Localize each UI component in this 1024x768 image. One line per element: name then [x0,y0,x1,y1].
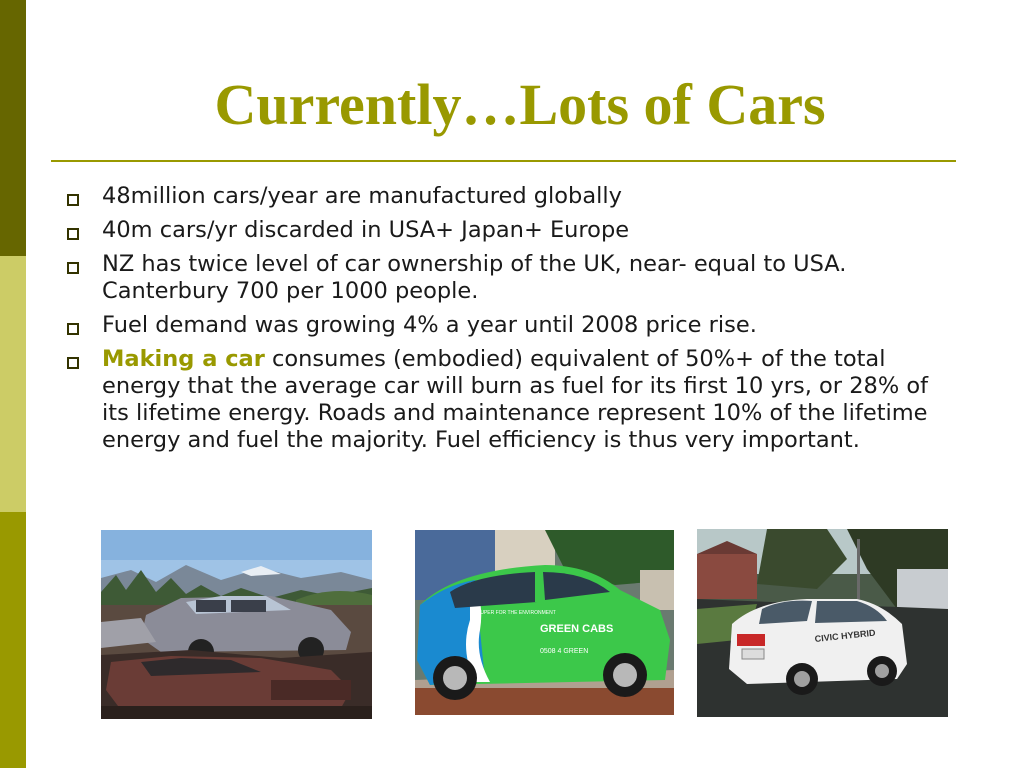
square-bullet-icon [67,262,79,274]
bullet-text: 48million cars/year are manufactured globally [102,183,622,209]
hybrid-badge-text: CIVIC HYBRID [814,627,876,644]
square-bullet-icon [67,194,79,206]
bullet-item [66,251,956,305]
square-bullet-icon [67,228,79,240]
bullet-emphasis: Making a car [102,346,265,372]
bullet-text: NZ has twice level of car ownership of the UK, near- equal to USA. Canterbury 700 per 1000 people. [102,251,847,304]
scrapyard-photo [101,530,372,719]
bullet-item [66,217,956,244]
sidebar-band-top [0,0,26,256]
cab-phone-text: 0508 4 GREEN [540,648,589,655]
cab-tagline-text: SUPER FOR THE ENVIRONMENT [477,610,556,616]
square-bullet-icon [67,357,79,369]
hybrid-car-photo [697,529,948,717]
square-bullet-icon [67,323,79,335]
sidebar-band-middle [0,256,26,512]
bullet-item [66,183,956,210]
bullet-text: consumes (embodied) equivalent of 50%+ of the total energy that the average car will burn as fuel for its first 10 yrs, or 28% of its lifetime energy. Roads and maintenance represent 10% of the lifetime energy and fuel the majority. Fuel efficiency is thus very important. [102,346,929,453]
green-cab-photo [415,530,674,715]
title-divider [51,160,956,162]
slide-title: Currently…Lots of Cars [214,72,826,137]
bullet-item [66,312,956,339]
bullet-list [66,183,956,461]
bullet-item [66,346,956,454]
cab-brand-text: GREEN CABS [540,623,614,635]
bullet-text: Fuel demand was growing 4% a year until 2008 price rise. [102,312,757,338]
bullet-text: 40m cars/yr discarded in USA+ Japan+ Europe [102,217,630,243]
sidebar-band-bottom [0,512,26,768]
